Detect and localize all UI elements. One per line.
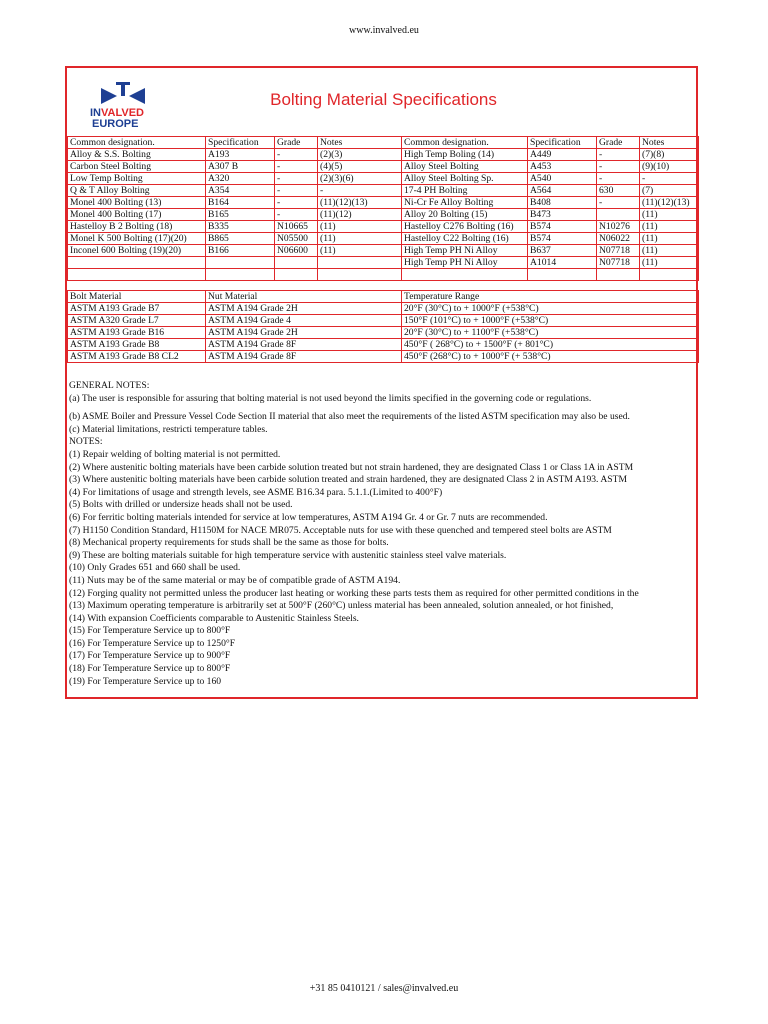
table-cell: Hastelloy C22 Bolting (16) <box>402 233 528 245</box>
note-item: (10) Only Grades 651 and 660 shall be used. <box>69 562 241 574</box>
note-item: (13) Maximum operating temperature is arbitrarily set at 500°F (260°C) unless material has been annealed, solution annealed, or hot finished, <box>69 600 614 612</box>
table-cell: Hastelloy B 2 Bolting (18) <box>68 221 206 233</box>
note-item: (14) With expansion Coefficients comparable to Austenitic Stainless Steels. <box>69 612 359 624</box>
table-cell: Q & T Alloy Bolting <box>68 185 206 197</box>
table-cell: - <box>640 173 699 185</box>
table-cell: (11) <box>318 245 402 257</box>
table-cell: - <box>275 173 318 185</box>
column-header: Common designation. <box>68 137 206 149</box>
general-notes-heading: GENERAL NOTES: <box>69 380 150 391</box>
table-cell: - <box>275 161 318 173</box>
table-row <box>68 315 699 327</box>
table-cell: (11)(12)(13) <box>318 197 402 209</box>
table-cell <box>275 257 318 269</box>
note-item: (19) For Temperature Service up to 160 <box>69 675 222 687</box>
specification-table <box>67 136 699 281</box>
table-cell: B473 <box>528 209 597 221</box>
table-row <box>68 257 699 269</box>
table-cell: (11) <box>640 245 699 257</box>
table-cell <box>206 257 275 269</box>
table-cell <box>597 209 640 221</box>
table-cell: (4)(5) <box>318 161 402 173</box>
table-cell: (11) <box>640 221 699 233</box>
table-row <box>68 197 699 209</box>
table-cell: ASTM A320 Grade L7 <box>68 315 206 327</box>
table-cell: ASTM A194 Grade 2H <box>206 327 402 339</box>
table-cell: Low Temp Bolting <box>68 173 206 185</box>
table-cell: ASTM A194 Grade 2H <box>206 303 402 315</box>
table-cell: N05500 <box>275 233 318 245</box>
note-item: (8) Mechanical property requirements for studs shall be the same as those for bolts. <box>69 537 389 549</box>
table-cell: Monel K 500 Bolting (17)(20) <box>68 233 206 245</box>
table-cell <box>402 269 528 281</box>
general-note-b: (b) ASME Boiler and Pressure Vessel Code Section II material that also meet the requirements of the listed ASTM specification may also be used. <box>69 411 630 423</box>
note-item: (11) Nuts may be of the same material or may be of compatible grade of ASTM A194. <box>69 574 401 586</box>
column-header: Grade <box>275 137 318 149</box>
table-cell: - <box>597 197 640 209</box>
table-cell: N06022 <box>597 233 640 245</box>
table-cell: (11)(12)(13) <box>640 197 699 209</box>
column-header: Common designation. <box>402 137 528 149</box>
table-row <box>68 269 699 281</box>
column-header: Temperature Range <box>402 291 699 303</box>
page-title: Bolting Material Specifications <box>270 90 497 109</box>
table-cell <box>318 257 402 269</box>
table-row <box>68 221 699 233</box>
table-row <box>68 351 699 363</box>
note-item: (17) For Temperature Service up to 900°F <box>69 650 231 662</box>
note-item: (12) Forging quality not permitted unless the producer last heating or working these parts tests them as required for other permitted conditions in the <box>69 587 639 599</box>
table-cell: A1014 <box>528 257 597 269</box>
table-cell: High Temp PH Ni Alloy <box>402 257 528 269</box>
table-cell: (2)(3) <box>318 149 402 161</box>
note-item: (6) For ferritic bolting materials intended for service at low temperatures, ASTM A194 Gr. 4 or Gr. 7 nuts are recommended. <box>69 511 548 523</box>
table-cell: N07718 <box>597 257 640 269</box>
table-cell: - <box>275 209 318 221</box>
table-row <box>68 161 699 173</box>
table-row <box>68 303 699 315</box>
column-header: Specification <box>206 137 275 149</box>
column-header: Notes <box>640 137 699 149</box>
table-cell: - <box>275 185 318 197</box>
table-cell: ASTM A193 Grade B16 <box>68 327 206 339</box>
table-cell: High Temp PH Ni Alloy <box>402 245 528 257</box>
table-cell: (11) <box>640 257 699 269</box>
table-cell: (9)(10) <box>640 161 699 173</box>
table-cell: ASTM A193 Grade B7 <box>68 303 206 315</box>
table-cell: A307 B <box>206 161 275 173</box>
table-cell: (7) <box>640 185 699 197</box>
table-cell: (11) <box>318 233 402 245</box>
table-cell: N10665 <box>275 221 318 233</box>
table-cell: N10276 <box>597 221 640 233</box>
table-cell: Alloy 20 Bolting (15) <box>402 209 528 221</box>
note-item: (1) Repair welding of bolting material is not permitted. <box>69 448 281 460</box>
table-cell: 20°F (30°C) to + 1100°F (+538°C) <box>402 327 699 339</box>
table-cell: ASTM A194 Grade 8F <box>206 339 402 351</box>
table-cell: - <box>275 149 318 161</box>
table-cell: ASTM A194 Grade 8F <box>206 351 402 363</box>
general-note-c: (c) Material limitations, restricti temperature tables. <box>69 423 268 435</box>
general-note-a: (a) The user is responsible for assuring that bolting material is not used beyond the limits specified in the governing code or regulations. <box>69 392 592 404</box>
table-cell: B574 <box>528 221 597 233</box>
note-item: (5) Bolts with drilled or undersize heads shall not be used. <box>69 499 293 511</box>
column-header: Grade <box>597 137 640 149</box>
table-cell: A354 <box>206 185 275 197</box>
table-cell <box>318 269 402 281</box>
table-cell: 450°F (268°C) to + 1000°F (+ 538°C) <box>402 351 699 363</box>
table-cell: A564 <box>528 185 597 197</box>
table-cell <box>275 269 318 281</box>
note-item: (15) For Temperature Service up to 800°F <box>69 625 231 637</box>
table-cell: Alloy & S.S. Bolting <box>68 149 206 161</box>
table-cell: Monel 400 Bolting (13) <box>68 197 206 209</box>
table-row <box>68 327 699 339</box>
column-header: Specification <box>528 137 597 149</box>
table-cell: (11) <box>318 221 402 233</box>
note-item: (9) These are bolting materials suitable for high temperature service with austenitic stainless steel valve materials. <box>69 549 507 561</box>
table-cell: - <box>597 161 640 173</box>
table-row <box>68 173 699 185</box>
table-cell: A449 <box>528 149 597 161</box>
table-cell: N06600 <box>275 245 318 257</box>
table-cell: (11) <box>640 233 699 245</box>
table-cell: A320 <box>206 173 275 185</box>
table-row <box>68 245 699 257</box>
notes-list <box>69 449 697 688</box>
table-cell: B637 <box>528 245 597 257</box>
table-cell: B166 <box>206 245 275 257</box>
table-cell: ASTM A193 Grade B8 CL2 <box>68 351 206 363</box>
table-cell: (2)(3)(6) <box>318 173 402 185</box>
table-cell: ASTM A193 Grade B8 <box>68 339 206 351</box>
table-cell <box>68 257 206 269</box>
table-cell: B165 <box>206 209 275 221</box>
table-cell: Alloy Steel Bolting <box>402 161 528 173</box>
table-cell: B335 <box>206 221 275 233</box>
table-cell <box>528 269 597 281</box>
table-cell: A193 <box>206 149 275 161</box>
table-header-row <box>68 137 699 149</box>
table-row <box>68 149 699 161</box>
table-cell: 150°F (101°C) to + 1000°F (+538°C) <box>402 315 699 327</box>
table-cell: - <box>597 149 640 161</box>
table-cell: - <box>318 185 402 197</box>
table-row <box>68 233 699 245</box>
footer-contact[interactable]: +31 85 0410121 / sales@invalved.eu <box>309 983 459 994</box>
note-item: (7) H1150 Condition Standard, H1150M for NACE MR075. Acceptable nuts for use with these quenched and tempered steel bolts are ASTM <box>69 524 612 536</box>
table-cell <box>206 269 275 281</box>
table-cell: Carbon Steel Bolting <box>68 161 206 173</box>
table-cell: 450°F ( 268°C) to + 1500°F (+ 801°C) <box>402 339 699 351</box>
table-cell: - <box>597 173 640 185</box>
note-item: (18) For Temperature Service up to 800°F <box>69 663 231 675</box>
table-cell: (11)(12) <box>318 209 402 221</box>
note-item: (2) Where austenitic bolting materials have been carbide solution treated but not strain hardened, they are designated Class 1 or Class 1A in ASTM <box>69 461 634 473</box>
table-cell: B164 <box>206 197 275 209</box>
table-cell: (11) <box>640 209 699 221</box>
note-item: (16) For Temperature Service up to 1250°F <box>69 637 236 649</box>
table-cell: Alloy Steel Bolting Sp. <box>402 173 528 185</box>
table-cell: 17-4 PH Bolting <box>402 185 528 197</box>
header-url[interactable]: www.invalved.eu <box>349 25 419 36</box>
table-cell: A540 <box>528 173 597 185</box>
table-cell: B408 <box>528 197 597 209</box>
table-cell: 630 <box>597 185 640 197</box>
table-cell: B865 <box>206 233 275 245</box>
bolt-nut-table <box>67 290 699 363</box>
table-cell: Hastelloy C276 Bolting (16) <box>402 221 528 233</box>
svg-text:EUROPE: EUROPE <box>92 118 139 130</box>
table-cell: B574 <box>528 233 597 245</box>
table-cell: A453 <box>528 161 597 173</box>
table-cell: Inconel 600 Bolting (19)(20) <box>68 245 206 257</box>
column-header: Nut Material <box>206 291 402 303</box>
table-cell <box>68 269 206 281</box>
spec-sheet <box>65 66 698 699</box>
table-cell: Monel 400 Bolting (17) <box>68 209 206 221</box>
column-header: Notes <box>318 137 402 149</box>
notes-section <box>69 380 697 688</box>
note-item: (4) For limitations of usage and strength levels, see ASME B16.34 para. 5.1.1.(Limited to 400°F) <box>69 486 443 498</box>
table-cell <box>597 269 640 281</box>
table-cell: ASTM A194 Grade 4 <box>206 315 402 327</box>
note-item: (3) Where austenitic bolting materials have been carbide solution treated and strain hardened, they are designated Class 2 in ASTM A193. ASTM <box>69 474 627 486</box>
table-cell: N07718 <box>597 245 640 257</box>
table-header-row <box>68 291 699 303</box>
table-row <box>68 209 699 221</box>
svg-text:INVALVED: INVALVED <box>90 107 144 119</box>
table-cell: - <box>275 197 318 209</box>
table-row <box>68 185 699 197</box>
table-cell: High Temp Boling (14) <box>402 149 528 161</box>
notes-heading: NOTES: <box>69 436 103 448</box>
column-header: Bolt Material <box>68 291 206 303</box>
table-cell: 20°F (30°C) to + 1000°F (+538°C) <box>402 303 699 315</box>
table-cell: Ni-Cr Fe Alloy Bolting <box>402 197 528 209</box>
table-cell <box>640 269 699 281</box>
table-cell: (7)(8) <box>640 149 699 161</box>
table-row <box>68 339 699 351</box>
